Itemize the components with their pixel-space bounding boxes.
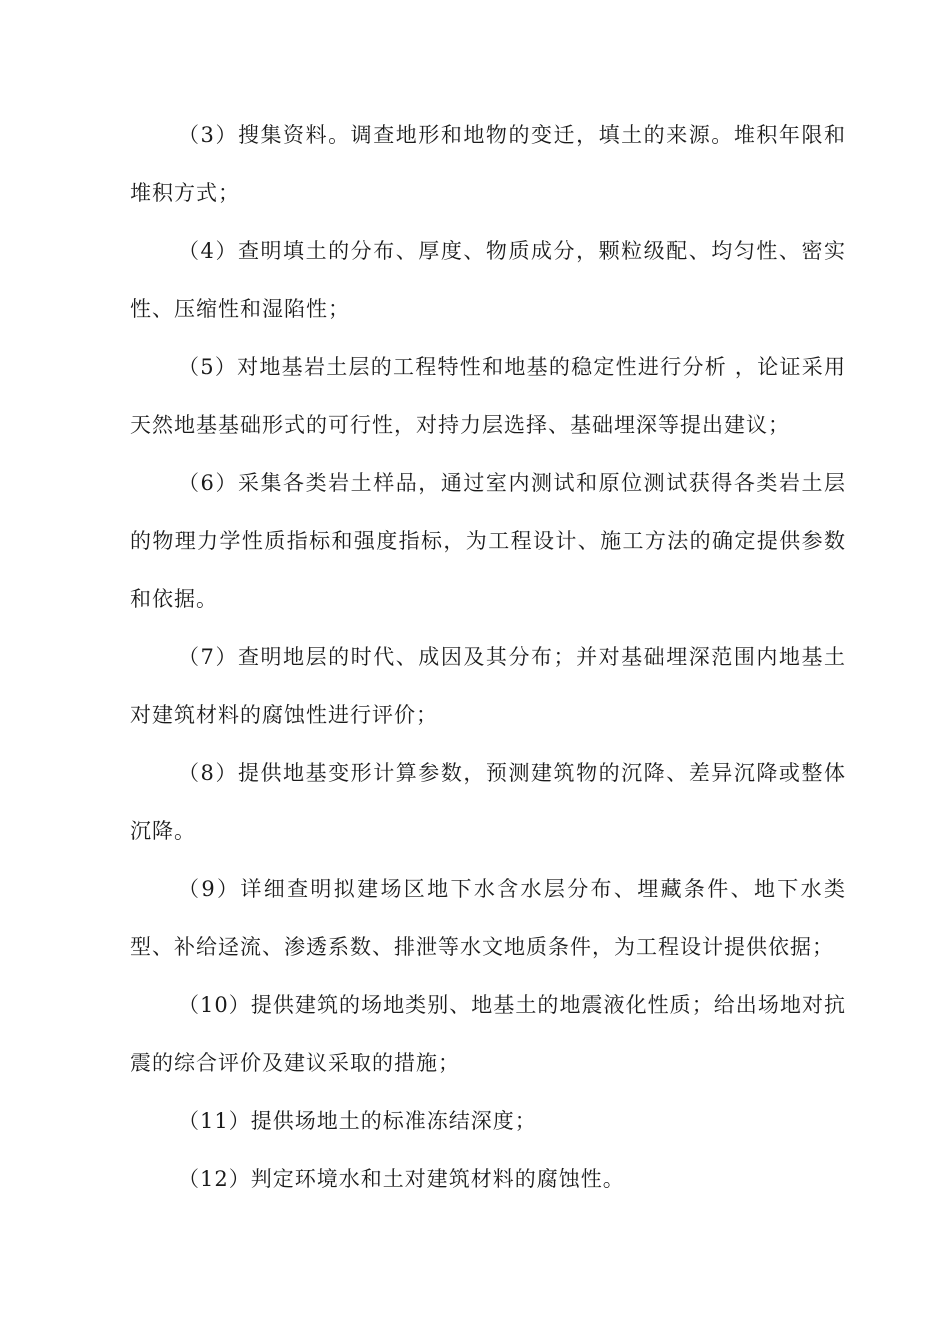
paragraph-item-5: （5）对地基岩土层的工程特性和地基的稳定性进行分析 ，论证采用天然地基基础形式的可行性，对持力层选择、基础埋深等提出建议；	[130, 355, 846, 437]
paragraph-item-11: （11）提供场地土的标准冻结深度；	[178, 1109, 537, 1133]
paragraph-item-9: （9）详细查明拟建场区地下水含水层分布、埋藏条件、地下水类型、补给迳流、渗透系数、排泄等水文地质条件，为工程设计提供依据；	[130, 877, 846, 959]
paragraph-item-8: （8）提供地基变形计算参数，预测建筑物的沉降、差异沉降或整体沉降。	[130, 761, 846, 843]
document-page	[130, 106, 846, 1208]
paragraph-item-6: （6）采集各类岩土样品，通过室内测试和原位测试获得各类岩土层的物理力学性质指标和强度指标，为工程设计、施工方法的确定提供参数和依据。	[130, 471, 846, 611]
paragraph-item-3: （3）搜集资料。调查地形和地物的变迁，填土的来源。堆积年限和堆积方式；	[130, 123, 846, 205]
paragraph-item-4: （4）查明填土的分布、厚度、物质成分，颗粒级配、均匀性、密实性、压缩性和湿陷性；	[130, 239, 846, 321]
paragraph-item-12: （12）判定环境水和土对建筑材料的腐蚀性。	[178, 1167, 625, 1191]
paragraph-item-7: （7）查明地层的时代、成因及其分布；并对基础埋深范围内地基土对建筑材料的腐蚀性进行评价；	[130, 645, 846, 727]
paragraph-item-10: （10）提供建筑的场地类别、地基土的地震液化性质；给出场地对抗震的综合评价及建议采取的措施；	[130, 993, 846, 1075]
